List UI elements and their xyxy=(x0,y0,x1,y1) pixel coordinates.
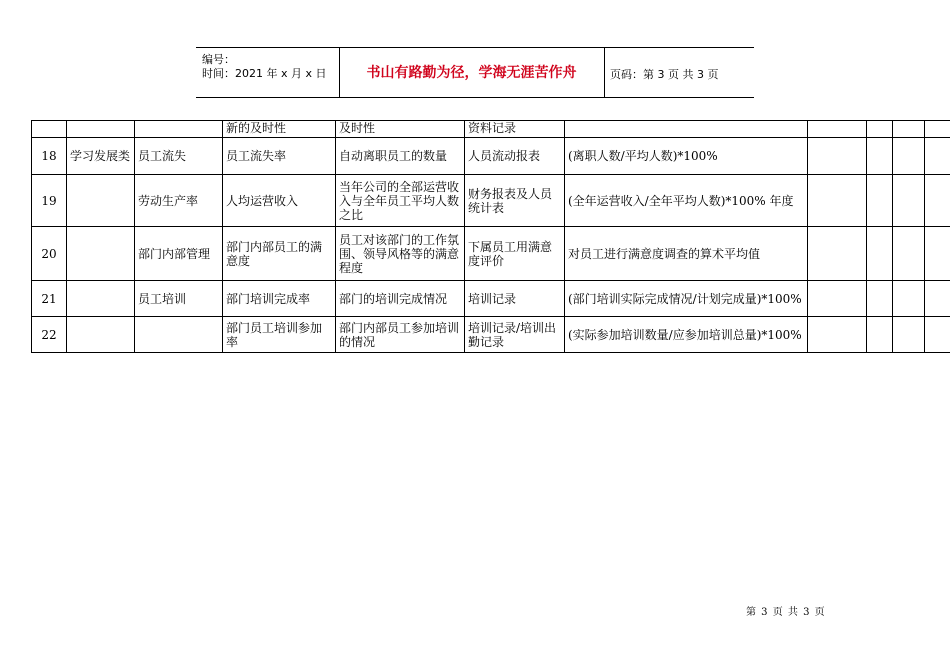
empty-cell xyxy=(925,317,950,353)
item-cell: 员工培训 xyxy=(135,281,223,317)
time-label: 时间：2021 年 x 月 x 日 xyxy=(202,67,327,80)
row-number: 21 xyxy=(32,281,67,317)
empty-cell xyxy=(808,281,867,317)
category-cell xyxy=(67,175,135,227)
table-cell xyxy=(808,121,867,138)
indicator-cell: 员工流失率 xyxy=(223,138,336,175)
item-cell: 劳动生产率 xyxy=(135,175,223,227)
definition-cell: 部门的培训完成情况 xyxy=(336,281,465,317)
empty-cell xyxy=(808,317,867,353)
source-cell: 财务报表及人员统计表 xyxy=(465,175,565,227)
table-cell xyxy=(925,121,950,138)
empty-cell xyxy=(808,175,867,227)
formula-cell: (部门培训实际完成情况/计划完成量)*100% xyxy=(565,281,808,317)
empty-cell xyxy=(925,175,950,227)
kpi-table xyxy=(31,120,950,353)
empty-cell xyxy=(925,138,950,175)
table-cell: 及时性 xyxy=(336,121,465,138)
table-row xyxy=(32,227,950,281)
table-row xyxy=(32,138,950,175)
formula-cell: (实际参加培训数量/应参加培训总量)*100% xyxy=(565,317,808,353)
empty-cell xyxy=(867,317,893,353)
source-cell: 培训记录 xyxy=(465,281,565,317)
category-cell: 学习发展类 xyxy=(67,138,135,175)
header-motto: 书山有路勤为径，学海无涯苦作舟 xyxy=(366,65,577,81)
empty-cell xyxy=(808,138,867,175)
category-cell xyxy=(67,281,135,317)
empty-cell xyxy=(808,227,867,281)
indicator-cell: 部门员工培训参加率 xyxy=(223,317,336,353)
table-cell: 资料记录 xyxy=(465,121,565,138)
definition-cell: 部门内部员工参加培训的情况 xyxy=(336,317,465,353)
empty-cell xyxy=(893,175,925,227)
definition-cell: 自动离职员工的数量 xyxy=(336,138,465,175)
empty-cell xyxy=(893,138,925,175)
row-number: 19 xyxy=(32,175,67,227)
empty-cell xyxy=(867,227,893,281)
table-cell xyxy=(893,121,925,138)
formula-cell: (全年运营收入/全年平均人数)*100% 年度 xyxy=(565,175,808,227)
table-row-continued xyxy=(32,121,950,138)
table-cell xyxy=(135,121,223,138)
item-cell xyxy=(135,317,223,353)
source-cell: 培训记录/培训出勤记录 xyxy=(465,317,565,353)
definition-cell: 当年公司的全部运营收入与全年员工平均人数之比 xyxy=(336,175,465,227)
page-footer: 第 3 页 共 3 页 xyxy=(746,607,826,618)
table-cell xyxy=(565,121,808,138)
table-row xyxy=(32,281,950,317)
table-cell xyxy=(867,121,893,138)
empty-cell xyxy=(867,281,893,317)
header-divider xyxy=(604,48,605,97)
table-cell xyxy=(32,121,67,138)
empty-cell xyxy=(925,281,950,317)
source-cell: 人员流动报表 xyxy=(465,138,565,175)
table-cell xyxy=(67,121,135,138)
category-cell xyxy=(67,227,135,281)
code-label: 编号： xyxy=(202,53,235,66)
category-cell xyxy=(67,317,135,353)
empty-cell xyxy=(867,138,893,175)
formula-cell: (离职人数/平均人数)*100% xyxy=(565,138,808,175)
indicator-cell: 部门培训完成率 xyxy=(223,281,336,317)
empty-cell xyxy=(867,175,893,227)
empty-cell xyxy=(893,281,925,317)
empty-cell xyxy=(893,317,925,353)
empty-cell xyxy=(893,227,925,281)
row-number: 20 xyxy=(32,227,67,281)
page-header xyxy=(196,47,754,98)
source-cell: 下属员工用满意度评价 xyxy=(465,227,565,281)
indicator-cell: 部门内部员工的满意度 xyxy=(223,227,336,281)
indicator-cell: 人均运营收入 xyxy=(223,175,336,227)
formula-cell: 对员工进行满意度调查的算术平均值 xyxy=(565,227,808,281)
definition-cell: 员工对该部门的工作氛围、领导风格等的满意程度 xyxy=(336,227,465,281)
page-number-label: 页码：第 3 页 共 3 页 xyxy=(610,68,719,81)
empty-cell xyxy=(925,227,950,281)
item-cell: 部门内部管理 xyxy=(135,227,223,281)
item-cell: 员工流失 xyxy=(135,138,223,175)
row-number: 22 xyxy=(32,317,67,353)
table-row xyxy=(32,317,950,353)
table-cell: 新的及时性 xyxy=(223,121,336,138)
table-row xyxy=(32,175,950,227)
row-number: 18 xyxy=(32,138,67,175)
